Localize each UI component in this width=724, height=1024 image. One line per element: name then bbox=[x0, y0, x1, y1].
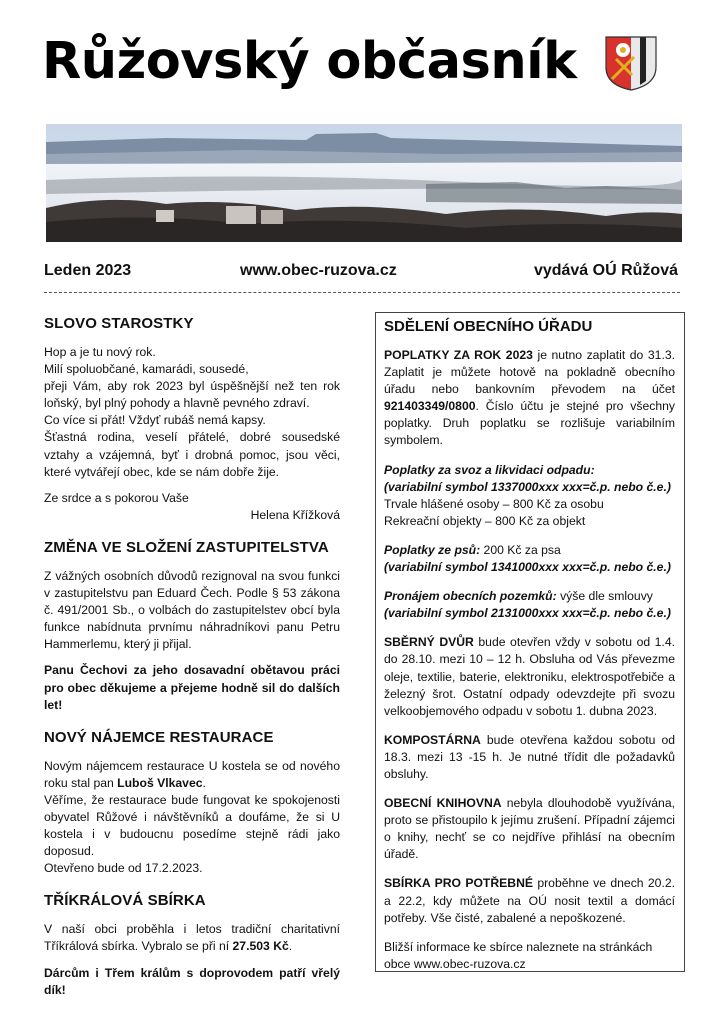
dog-fee: Poplatky ze psů: 200 Kč za psa bbox=[384, 542, 561, 557]
paragraph: Otevřeno bude od 17.2.2023. bbox=[44, 861, 203, 876]
issue-info-bar bbox=[44, 262, 678, 284]
library-paragraph: OBECNÍ KNIHOVNA nebyla dlouhodobě využívána, proto se přistoupilo k jejímu zrušení. Případní zájemci o knihy, nechť se co nejdříve přihlásí na obecním úřadě. bbox=[384, 796, 675, 862]
charity-collection-section bbox=[44, 891, 340, 998]
waste-variable-symbol: (variabilní symbol 1337000xxx xxx=č.p. nebo č.e.) bbox=[384, 479, 671, 494]
land-variable-symbol: (variabilní symbol 2131000xxx xxx=č.p. nebo č.e.) bbox=[384, 606, 671, 621]
mayor-word-section bbox=[44, 314, 340, 524]
waste-fee-title: Poplatky za svoz a likvidaci odpadu: bbox=[384, 462, 595, 477]
paragraph: Hop a je tu nový rok. bbox=[44, 345, 156, 359]
left-column bbox=[44, 314, 340, 999]
newsletter-title: Růžovský občasník bbox=[42, 32, 577, 91]
section-heading: SLOVO STAROSTKY bbox=[44, 315, 194, 332]
compost-paragraph: KOMPOSTÁRNA bude otevřena každou sobotu od 18.3. mezi 13 -15 h. Je nutné třídit dle požadavků obsluhy. bbox=[384, 732, 675, 781]
paragraph: Co více si přát! Vždyť rubáš nemá kapsy. bbox=[44, 413, 266, 428]
coat-of-arms-icon bbox=[604, 35, 658, 91]
winter-landscape-photo bbox=[46, 124, 682, 242]
paragraph: Věříme, že restaurace bude fungovat ke spokojenosti obyvatel Růžové i návštěvníků a doufáme, že si U kostela i v budoucnu posedíme stejně rádi jako doposud. bbox=[44, 792, 340, 859]
fees-paragraph: POPLATKY ZA ROK 2023 je nutno zaplatit do 31.3. Zaplatit je můžete hotově na pokladně obecního úřadu nebo bankovním převodem na účet 921403349/0800. Číslo účtu je stejné pro všechny poplatky. Druh poplatku se rozlišuje variabilním symbolem. bbox=[384, 348, 675, 448]
info-note: Bližší informace ke sbírce naleznete na stránkách obce www.obec-ruzova.cz bbox=[384, 939, 653, 971]
donation-paragraph: SBÍRKA PRO POTŘEBNÉ proběhne ve dnech 20.2. a 22.2, kdy můžete na OÚ nosit textil a domácí potřeby. Vše čisté, zabalené a nepoškozené. bbox=[384, 876, 675, 925]
land-lease: Pronájem obecních pozemků: výše dle smlouvy bbox=[384, 589, 653, 604]
waste-fee-row: Rekreační objekty – 800 Kč za objekt bbox=[384, 513, 586, 528]
issue-date: Leden 2023 bbox=[44, 262, 132, 279]
restaurant-section bbox=[44, 728, 340, 878]
waste-fee-row: Trvale hlášené osoby – 800 Kč za osobu bbox=[384, 496, 604, 511]
closing-line: Ze srdce a s pokorou Vaše bbox=[44, 490, 189, 505]
paragraph: Novým nájemcem restaurace U kostela se od nového roku stal pan Luboš Vlkavec. bbox=[44, 758, 340, 790]
paragraph: Z vážných osobních důvodů rezignoval na svou funkci v zastupitelstvu pan Eduard Čech. Podle § 53 zákona č. 491/2001 Sb., o volbách do zastupitelstev obcí byla funkce nabídnuta prvnímu náhradníkovi panu Petru Hammerlemu, který ji přijal. bbox=[44, 568, 340, 652]
paragraph: V naší obci proběhla i letos tradiční charitativní Tříkrálová sbírka. Vybralo se při ní 27.503 Kč. bbox=[44, 922, 340, 954]
collection-yard-paragraph: SBĚRNÝ DVŮR bude otevřen vždy v sobotu od 1.4. do 28.10. mezi 10 – 12 h. Obsluha od Vás převezme oleje, textilie, baterie, elektroniku, elektrospotřebiče a železný šrot. Ostatní odpady odevzdejte při svozu velkoobjemového odpadu v sobotu 1. dubna 2023. bbox=[384, 635, 675, 718]
website-link[interactable]: www.obec-ruzova.cz bbox=[240, 262, 397, 279]
section-heading: ZMĚNA VE SLOŽENÍ ZASTUPITELSTVA bbox=[44, 538, 329, 556]
section-heading: TŘÍKRÁLOVÁ SBÍRKA bbox=[44, 892, 206, 910]
office-notice-box bbox=[375, 312, 685, 972]
bank-account: 921403349/0800 bbox=[384, 399, 476, 414]
collected-amount: 27.503 Kč bbox=[232, 939, 289, 954]
publisher-label: vydává OÚ Růžová bbox=[533, 262, 678, 279]
paragraph: přeji Vám, aby rok 2023 byl úspěšnější než ten rok loňský, byl plný pohody a hlavně pevného zdraví. bbox=[44, 379, 340, 411]
header-divider bbox=[44, 292, 680, 293]
thanks-note: Dárcům i Třem králům s doprovodem patří vřelý dík! bbox=[44, 965, 340, 997]
tenant-name: Luboš Vlkavec bbox=[117, 775, 203, 790]
paragraph: Šťastná rodina, veselí přátelé, dobré sousedské vztahy a vzájemná, byť i drobná pomoc, jsou věci, které vytvářejí obec, kde se nám dobře žije. bbox=[44, 430, 340, 479]
paragraph: Milí spoluobčané, kamarádi, sousedé, bbox=[44, 362, 249, 377]
council-change-section bbox=[44, 538, 340, 714]
section-heading: NOVÝ NÁJEMCE RESTAURACE bbox=[44, 728, 274, 746]
thanks-note: Panu Čechovi za jeho dosavadní obětavou práci pro obec děkujeme a přejeme hodně sil do dalších let! bbox=[44, 663, 340, 712]
signature: Helena Křížková bbox=[250, 507, 340, 522]
dog-variable-symbol: (variabilní symbol 1341000xxx xxx=č.p. nebo č.e.) bbox=[384, 560, 671, 575]
section-heading: SDĚLENÍ OBECNÍHO ÚŘADU bbox=[384, 318, 593, 335]
